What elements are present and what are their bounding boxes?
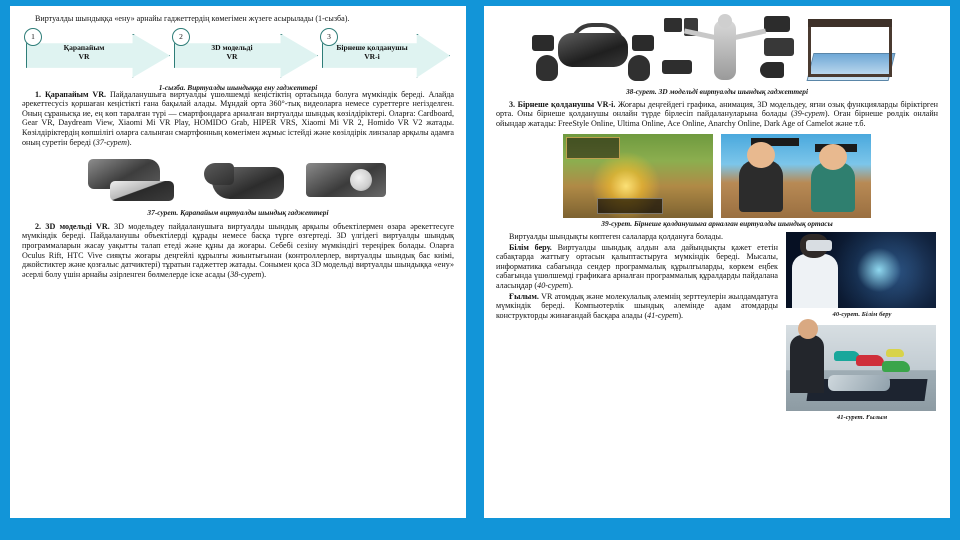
figure-38 bbox=[496, 14, 938, 86]
vr-controller-left bbox=[536, 55, 558, 81]
hologram-wireframe-model bbox=[828, 375, 890, 391]
section-3-number: 3. bbox=[509, 99, 516, 109]
vr-goggles-with-phone-image bbox=[84, 155, 192, 207]
vr-base-station-right bbox=[632, 35, 654, 51]
right-text-column bbox=[496, 232, 778, 321]
flow-step-label-1-line2: VR bbox=[78, 52, 90, 61]
section-1-number: 1. bbox=[35, 89, 42, 99]
topic-science-text-end: ). bbox=[678, 310, 684, 320]
section-1-paragraph bbox=[22, 90, 454, 148]
vr-suit-torso bbox=[714, 20, 736, 80]
vr-accessory-5 bbox=[764, 38, 794, 56]
flow-step-label-3-line2: VR-i bbox=[364, 52, 380, 61]
vr-avatar-left bbox=[739, 160, 783, 212]
flow-step-label-1-line1: Қарапайым bbox=[63, 42, 105, 52]
topic-education-paragraph bbox=[496, 243, 778, 291]
section-1-heading: Қарапайым VR. bbox=[44, 89, 107, 99]
flow-diagram bbox=[22, 28, 454, 90]
figure-41-caption: 41-сурет. Ғылым bbox=[836, 413, 888, 421]
right-photo-column bbox=[786, 232, 938, 428]
vr-cage-platform-image bbox=[802, 15, 902, 85]
vr-body-suit-accessories-image bbox=[662, 14, 794, 86]
vr-accessory-3 bbox=[662, 60, 692, 74]
vr-accessory-4 bbox=[764, 16, 790, 32]
topic-science-ref: 41-сурет bbox=[647, 310, 679, 320]
vr-accessory-6 bbox=[760, 62, 784, 78]
section-2-ref: 38-сурет bbox=[230, 269, 262, 279]
hologram-car-2 bbox=[856, 355, 884, 366]
flow-step-label-2-line1: 3D модельді bbox=[211, 42, 253, 52]
flow-step-number-1: 1 bbox=[24, 28, 42, 46]
figure-37 bbox=[22, 155, 454, 207]
hologram-car-4 bbox=[886, 349, 904, 357]
vr-controller-right bbox=[628, 55, 650, 81]
section-3-text: Жоғары деңгейдегі графика, анимация, 3D модельдеу, яғни озық функцияларды біріктірген орта. Оны бірнеше қолданушы онлайн түрде бірлесіп пайдалануларына болады ( bbox=[496, 99, 938, 119]
topic-science-heading: Ғылым. bbox=[509, 291, 539, 301]
right-bottom-columns bbox=[496, 232, 938, 428]
section-2-number: 2. bbox=[35, 221, 42, 231]
vr-avatar-right bbox=[811, 162, 855, 212]
flow-diagram-arrows bbox=[22, 28, 454, 82]
flow-arrow-1 bbox=[26, 34, 170, 78]
section-2-heading: 3D модельді VR. bbox=[45, 221, 110, 231]
child-vr-headset-globe-photo-image bbox=[786, 232, 936, 308]
section-3-heading: Бірнеше қолданушы VR-i. bbox=[517, 99, 616, 109]
topic-education-text-end: ). bbox=[568, 280, 574, 290]
vr-suit-head bbox=[718, 14, 732, 28]
section-2-text: 3D модельдеу пайдаланушыға виртуалды шындық арқылы объектілермен өзара әрекеттесуге мүмкіндік береді. Пайдаланушы объектілерді құрады немесе басқа түрге өзгертеді. 3D үлгідегі виртуалды шындық программаларын жасау уақытты талап етеді және құны да жоғары. Себебі сезіну мүмкіндігі тереңірек болады. Оларға Oculus Rift, HTC Vive сияқты жоғары деңгейлі құрылғы жиынтығынан (контроллерлер, виртуалды шындық бас киімі, джойстиктер және қозғалыс датчиктері) тұратын гаджеттер жатады. Сонымен қоса 3D модельді виртуалды шындыққа «ену» әсерлі болу үшін арнайы әзірленген бөлмелерде іске асады ( bbox=[22, 221, 454, 279]
flow-step-number-2: 2 bbox=[172, 28, 190, 46]
topic-education-heading: Білім беру. bbox=[509, 242, 552, 252]
vr-suit-arm-left bbox=[684, 29, 718, 41]
man-holographic-cars-photo-image bbox=[786, 325, 936, 411]
section-2-text-end: ). bbox=[261, 269, 267, 279]
figure-37-caption: 37-сурет. Қарапайым виртуалды шындық гаджеттері bbox=[147, 208, 329, 218]
vr-cage-frame bbox=[808, 19, 892, 77]
flow-step-number-3: 3 bbox=[320, 28, 338, 46]
section-3-text-mid: ). Оған бірнеше рөлдік онлайн ойындар жатады: FreeStyle Online, Ultima Online, Ace Online, Anarchy Online, Dark Age of Camelot және т.б. bbox=[496, 109, 938, 128]
page-left bbox=[10, 6, 466, 518]
vr-cage-top-bar bbox=[808, 19, 892, 27]
section-1-text-end: ). bbox=[126, 137, 132, 147]
topic-education-text: Виртуалды шындық алдын ала дайындықты қажет ететін сабақтарда жаттығу ортасын қалыптастыруға мүмкіндік береді. Мысалы, информатика сабағында сендер программалық құрылғыларды, көркем еңбек сабағында үшөлшемді графикаға арналған программалық құралдарды пайдалана аласыңдар ( bbox=[496, 242, 778, 290]
vr-headset-body bbox=[558, 33, 628, 67]
vr-headset-with-controllers-image bbox=[532, 15, 654, 85]
mmo-game-screenshot-image bbox=[563, 134, 713, 218]
figure-40-caption: 40-сурет. Білім беру bbox=[832, 310, 892, 318]
hologram-car-3 bbox=[882, 361, 910, 372]
vr-base-station-left bbox=[532, 35, 554, 51]
figure-38-caption: 38-сурет. 3D модельді виртуалды шындық гаджеттері bbox=[625, 87, 809, 96]
flow-arrow-3 bbox=[322, 34, 450, 78]
vr-goggles-side-image bbox=[200, 157, 292, 207]
vr-social-room-screenshot-image bbox=[721, 134, 871, 218]
flow-step-label-2-line2: VR bbox=[226, 52, 238, 61]
section-3-ref: 39-сурет bbox=[793, 109, 825, 119]
vr-accessory-1 bbox=[664, 18, 682, 32]
scientist-figure bbox=[790, 335, 824, 393]
section-1-ref: 37-сурет bbox=[95, 137, 127, 147]
topic-science-text: VR атомдық және молекулалық әлемнің зерттеулерін жылдамдатуға мүмкіндік береді. Компьютерлік шындық әлемінде адам атомдарды конструкторды жинағандай басқара алады ( bbox=[496, 291, 778, 320]
flow-arrow-2 bbox=[174, 34, 318, 78]
section-2-paragraph bbox=[22, 222, 454, 280]
flow-step-label-3-line1: Бірнеше қолданушы bbox=[336, 42, 408, 52]
lead-paragraph: Виртуалды шындықты көптеген салаларда қолдануға болады. bbox=[509, 231, 723, 241]
figure-39 bbox=[496, 134, 938, 218]
diagram-caption: 1-сызба. Виртуалды шындыққа ену гаджеттері bbox=[158, 82, 318, 92]
page-right bbox=[484, 6, 950, 518]
figure-39-caption: 39-сурет. Бірнеше қолданушыға арналған виртуалды шындық ортасы bbox=[601, 219, 833, 229]
topic-science-paragraph bbox=[496, 292, 778, 321]
vr-goggles-front-image bbox=[300, 155, 392, 207]
section-3-paragraph bbox=[496, 100, 938, 129]
topic-education-ref: 40-сурет bbox=[537, 280, 569, 290]
section-1-text: Пайдаланушыға виртуалды үшөлшемді кеңістіктің ортасында болуға мүмкіндік береді. Алайда әрекеттесусіз қоршаған кеңістікті ғана бақылай алады. Мұндай орта 360°-тық видеоларға немесе суреттерге негізделген. Оның сұранысқа ие, ең көп таралған түрі — смартфондарға арналған виртуалды шындық көзілдіріктері. Оларға: Cardboard, Gear VR, Daydream View, Xiaomi Mi VR Play, HOMIDO Grab, HIPER VRS, Xiaomi Mi VR 2, Homido VR V2 жатады. Көзілдіріктердің көпшілігі оларға салынған смартфонның көмегімен жұмыс істейді және көзілдірік линзалар арқылы адамға оның суретін береді ( bbox=[22, 89, 454, 147]
intro-paragraph: Виртуалды шындыққа «ену» арнайы гаджеттердің көмегімен жүзеге асырылады (1-сызба). bbox=[35, 14, 350, 23]
vr-suit-arm-right bbox=[732, 29, 766, 41]
child-figure bbox=[792, 254, 838, 308]
